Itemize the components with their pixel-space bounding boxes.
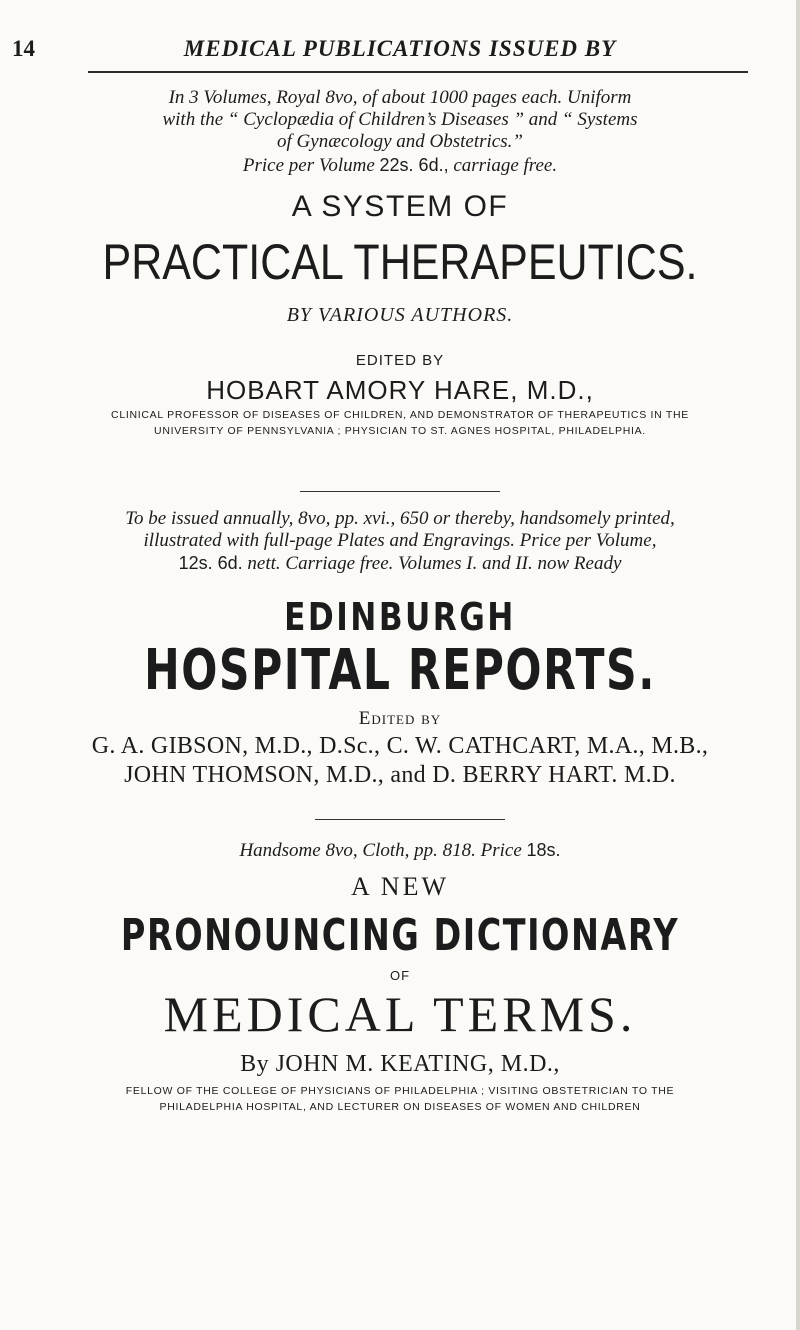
header-rule bbox=[88, 71, 748, 73]
reports-title-line-2: HOSPITAL REPORTS. bbox=[144, 638, 656, 703]
therapeutics-byline: BY VARIOUS AUTHORS. bbox=[286, 304, 514, 326]
page-number: 14 bbox=[12, 36, 35, 61]
section-divider bbox=[300, 491, 500, 492]
dictionary-title-line-1: A NEW bbox=[350, 872, 450, 901]
therapeutics-title-line-1: A SYSTEM OF bbox=[291, 190, 509, 223]
dictionary-intro-text: Handsome 8vo, Cloth, pp. 818. Price bbox=[239, 840, 522, 861]
therapeutics-price-value: 22s. 6d., bbox=[379, 155, 449, 175]
therapeutics-editor: HOBART AMORY HARE, M.D., bbox=[206, 375, 594, 405]
therapeutics-edited-by: EDITED BY bbox=[355, 352, 445, 369]
therapeutics-intro-line-2: with the “ Cyclopædia of Children’s Diseases ” and “ Systems bbox=[162, 109, 638, 130]
section-divider bbox=[315, 819, 505, 820]
therapeutics-price-line bbox=[0, 153, 800, 178]
dictionary-author-desc-1: FELLOW OF THE COLLEGE OF PHYSICIANS OF PHILADELPHIA ; VISITING OBSTETRICIAN TO THE bbox=[125, 1085, 675, 1097]
dictionary-title-line-2: PRONOUNCING DICTIONARY bbox=[120, 910, 680, 961]
therapeutics-intro-line-1: In 3 Volumes, Royal 8vo, of about 1000 pages each. Uniform bbox=[168, 87, 632, 108]
running-header bbox=[0, 36, 800, 72]
therapeutics-intro-line-3: of Gynæcology and Obstetrics.” bbox=[277, 131, 523, 152]
reports-editors-line-1: G. A. GIBSON, M.D., D.Sc., C. W. CATHCART, M.A., M.B., bbox=[91, 733, 709, 759]
reports-intro-line-3-rest: nett. Carriage free. Volumes I. and II. now Ready bbox=[247, 553, 622, 574]
reports-editors-line-2: JOHN THOMSON, M.D., and D. BERRY HART. M.D. bbox=[124, 762, 676, 788]
reports-title-line-1: EDINBURGH bbox=[284, 595, 516, 639]
dictionary-intro bbox=[0, 838, 800, 863]
running-title: MEDICAL PUBLICATIONS ISSUED BY bbox=[183, 36, 617, 61]
therapeutics-editor-desc-1: CLINICAL PROFESSOR OF DISEASES OF CHILDREN, AND DEMONSTRATOR OF THERAPEUTICS IN THE bbox=[111, 409, 689, 421]
dictionary-price-value: 18s. bbox=[526, 840, 561, 860]
therapeutics-title-line-2: PRACTICAL THERAPEUTICS. bbox=[102, 234, 698, 290]
dictionary-author-desc-2: PHILADELPHIA HOSPITAL, AND LECTURER ON DISEASES OF WOMEN AND CHILDREN bbox=[159, 1101, 641, 1113]
reports-edited-by: Edited by bbox=[358, 708, 442, 729]
therapeutics-price-prefix: Price per Volume bbox=[242, 155, 375, 176]
reports-intro-line-2: illustrated with full-page Plates and Engravings. Price per Volume, bbox=[143, 530, 657, 551]
reports-price-value: 12s. 6d. bbox=[178, 553, 243, 573]
dictionary-author: By JOHN M. KEATING, M.D., bbox=[240, 1051, 560, 1077]
therapeutics-price-suffix: carriage free. bbox=[453, 155, 558, 176]
dictionary-title-line-3: MEDICAL TERMS. bbox=[163, 986, 637, 1042]
reports-intro-line-3 bbox=[0, 551, 800, 576]
therapeutics-editor-desc-2: UNIVERSITY OF PENNSYLVANIA ; PHYSICIAN TO ST. AGNES HOSPITAL, PHILADELPHIA. bbox=[154, 425, 646, 437]
dictionary-of: OF bbox=[389, 968, 411, 983]
reports-intro-line-1: To be issued annually, 8vo, pp. xvi., 650 or thereby, handsomely printed, bbox=[125, 508, 675, 529]
